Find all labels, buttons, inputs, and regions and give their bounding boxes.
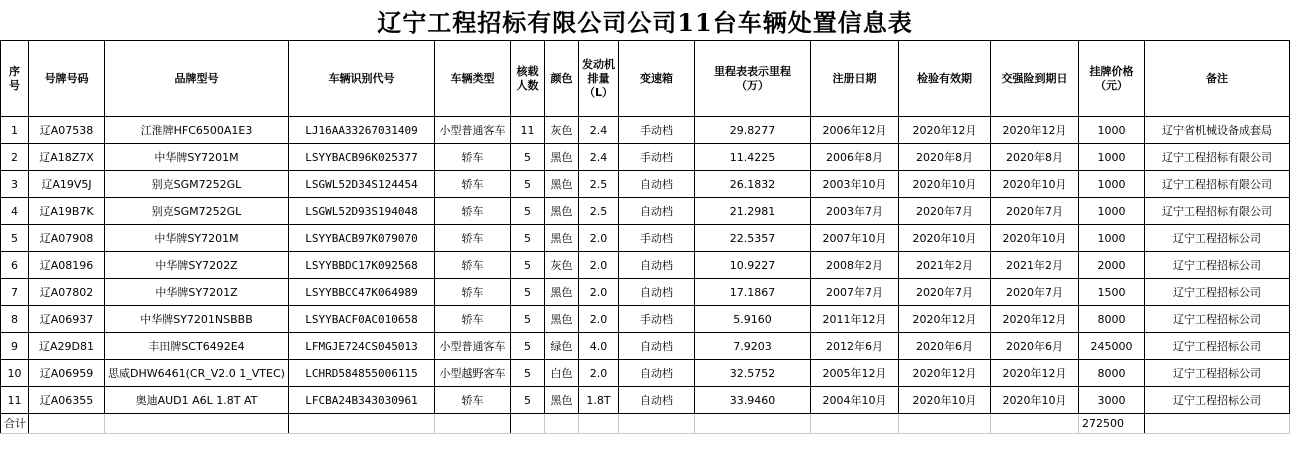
cell-inspection[interactable]: 2020年10月: [899, 171, 991, 198]
header-gearbox[interactable]: 变速箱: [619, 41, 695, 117]
cell-model[interactable]: 别克SGM7252GL: [105, 171, 289, 198]
cell-plate[interactable]: 辽A19B7K: [29, 198, 105, 225]
cell-seq[interactable]: 6: [1, 252, 29, 279]
cell-engine[interactable]: 2.0: [579, 225, 619, 252]
cell-insurance[interactable]: 2020年7月: [991, 198, 1079, 225]
cell-model[interactable]: 中华牌SY7201M: [105, 144, 289, 171]
header-seq[interactable]: 序 号: [1, 41, 29, 117]
cell-engine[interactable]: 2.4: [579, 117, 619, 144]
table-row: [1, 198, 1290, 225]
table-row: [1, 279, 1290, 306]
cell-vin[interactable]: LSYYBACB97K079070: [289, 225, 435, 252]
cell-color[interactable]: 黑色: [545, 279, 579, 306]
cell-inspection[interactable]: 2020年12月: [899, 306, 991, 333]
cell-gearbox[interactable]: 自动档: [619, 360, 695, 387]
cell-vin[interactable]: LSYYBACF0AC010658: [289, 306, 435, 333]
cell-plate[interactable]: 辽A07538: [29, 117, 105, 144]
cell-vin[interactable]: LFCBA24B343030961: [289, 387, 435, 414]
total-label[interactable]: 合计: [1, 414, 29, 434]
total-cell-empty[interactable]: [289, 414, 435, 434]
cell-plate[interactable]: 辽A19V5J: [29, 171, 105, 198]
header-reg-date[interactable]: 注册日期: [811, 41, 899, 117]
cell-seats[interactable]: 5: [511, 360, 545, 387]
cell-mileage[interactable]: 33.9460: [695, 387, 811, 414]
cell-reg-date[interactable]: 2003年7月: [811, 198, 899, 225]
cell-plate[interactable]: 辽A06937: [29, 306, 105, 333]
cell-insurance[interactable]: 2020年10月: [991, 225, 1079, 252]
cell-color[interactable]: 黑色: [545, 198, 579, 225]
cell-color[interactable]: 黑色: [545, 387, 579, 414]
cell-inspection[interactable]: 2021年2月: [899, 252, 991, 279]
cell-reg-date[interactable]: 2004年10月: [811, 387, 899, 414]
cell-gearbox[interactable]: 手动档: [619, 117, 695, 144]
cell-reg-date[interactable]: 2006年12月: [811, 117, 899, 144]
cell-type[interactable]: 小型越野客车: [435, 360, 511, 387]
cell-seq[interactable]: 4: [1, 198, 29, 225]
cell-engine[interactable]: 2.5: [579, 198, 619, 225]
cell-model[interactable]: 丰田牌SCT6492E4: [105, 333, 289, 360]
cell-model[interactable]: 江淮牌HFC6500A1E3: [105, 117, 289, 144]
cell-price[interactable]: 1000: [1079, 171, 1145, 198]
cell-vin[interactable]: LJ16AA33267031409: [289, 117, 435, 144]
sheet-title: 辽宁工程招标有限公司公司11台车辆处置信息表: [377, 7, 913, 37]
header-engine[interactable]: 发动机 排量 （L）: [579, 41, 619, 117]
total-cell-empty[interactable]: [545, 414, 579, 434]
header-row: [1, 41, 1290, 117]
cell-insurance[interactable]: 2020年12月: [991, 306, 1079, 333]
cell-vin[interactable]: LSYYBBCC47K064989: [289, 279, 435, 306]
cell-seats[interactable]: 5: [511, 144, 545, 171]
cell-seats[interactable]: 5: [511, 306, 545, 333]
cell-gearbox[interactable]: 自动档: [619, 279, 695, 306]
cell-seq[interactable]: 8: [1, 306, 29, 333]
cell-remark[interactable]: 辽宁工程招标公司: [1145, 252, 1290, 279]
table-row: [1, 252, 1290, 279]
cell-reg-date[interactable]: 2012年6月: [811, 333, 899, 360]
cell-price[interactable]: 1000: [1079, 144, 1145, 171]
cell-remark[interactable]: 辽宁工程招标公司: [1145, 306, 1290, 333]
cell-type[interactable]: 轿车: [435, 387, 511, 414]
cell-reg-date[interactable]: 2008年2月: [811, 252, 899, 279]
cell-gearbox[interactable]: 自动档: [619, 198, 695, 225]
header-inspection[interactable]: 检验有效期: [899, 41, 991, 117]
cell-insurance[interactable]: 2020年8月: [991, 144, 1079, 171]
header-plate[interactable]: 号牌号码: [29, 41, 105, 117]
cell-insurance[interactable]: 2020年10月: [991, 387, 1079, 414]
cell-price[interactable]: 8000: [1079, 306, 1145, 333]
cell-remark[interactable]: 辽宁工程招标公司: [1145, 360, 1290, 387]
header-insurance[interactable]: 交强险到期日: [991, 41, 1079, 117]
cell-model[interactable]: 别克SGM7252GL: [105, 198, 289, 225]
cell-type[interactable]: 轿车: [435, 252, 511, 279]
cell-gearbox[interactable]: 自动档: [619, 333, 695, 360]
cell-color[interactable]: 黑色: [545, 144, 579, 171]
cell-insurance[interactable]: 2020年12月: [991, 117, 1079, 144]
table-row: [1, 360, 1290, 387]
cell-model[interactable]: 奥迪AUD1 A6L 1.8T AT: [105, 387, 289, 414]
cell-type[interactable]: 轿车: [435, 198, 511, 225]
cell-type[interactable]: 轿车: [435, 225, 511, 252]
cell-mileage[interactable]: 5.9160: [695, 306, 811, 333]
cell-reg-date[interactable]: 2003年10月: [811, 171, 899, 198]
cell-plate[interactable]: 辽A07908: [29, 225, 105, 252]
cell-type[interactable]: 轿车: [435, 279, 511, 306]
cell-seats[interactable]: 5: [511, 225, 545, 252]
cell-gearbox[interactable]: 手动档: [619, 144, 695, 171]
cell-type[interactable]: 小型普通客车: [435, 333, 511, 360]
cell-plate[interactable]: 辽A06355: [29, 387, 105, 414]
cell-price[interactable]: 2000: [1079, 252, 1145, 279]
total-cell-empty[interactable]: [1145, 414, 1290, 434]
header-mileage[interactable]: 里程表表示里程 （万）: [695, 41, 811, 117]
cell-color[interactable]: 黑色: [545, 306, 579, 333]
cell-gearbox[interactable]: 手动档: [619, 306, 695, 333]
cell-seats[interactable]: 5: [511, 387, 545, 414]
total-cell-empty[interactable]: [811, 414, 899, 434]
cell-remark[interactable]: 辽宁工程招标有限公司: [1145, 198, 1290, 225]
table-row: [1, 144, 1290, 171]
cell-gearbox[interactable]: 自动档: [619, 387, 695, 414]
cell-type[interactable]: 小型普通客车: [435, 117, 511, 144]
header-model[interactable]: 品牌型号: [105, 41, 289, 117]
cell-vin[interactable]: LCHRD584855006115: [289, 360, 435, 387]
cell-plate[interactable]: 辽A07802: [29, 279, 105, 306]
cell-color[interactable]: 灰色: [545, 117, 579, 144]
cell-color[interactable]: 绿色: [545, 333, 579, 360]
cell-plate[interactable]: 辽A29D81: [29, 333, 105, 360]
cell-seats[interactable]: 5: [511, 198, 545, 225]
total-cell-empty[interactable]: [899, 414, 991, 434]
cell-mileage[interactable]: 26.1832: [695, 171, 811, 198]
cell-type[interactable]: 轿车: [435, 306, 511, 333]
table-row: [1, 171, 1290, 198]
table-row: [1, 333, 1290, 360]
cell-gearbox[interactable]: 自动档: [619, 171, 695, 198]
cell-model[interactable]: 中华牌SY7201Z: [105, 279, 289, 306]
cell-vin[interactable]: LSYYBACB96K025377: [289, 144, 435, 171]
cell-seq[interactable]: 1: [1, 117, 29, 144]
cell-remark[interactable]: 辽宁省机械设备成套局: [1145, 117, 1290, 144]
cell-engine[interactable]: 4.0: [579, 333, 619, 360]
cell-engine[interactable]: 2.0: [579, 360, 619, 387]
header-color[interactable]: 颜色: [545, 41, 579, 117]
cell-mileage[interactable]: 29.8277: [695, 117, 811, 144]
table-row: [1, 387, 1290, 414]
vehicle-table: [0, 40, 1290, 434]
cell-engine[interactable]: 2.0: [579, 306, 619, 333]
cell-inspection[interactable]: 2020年8月: [899, 144, 991, 171]
table-row: [1, 306, 1290, 333]
cell-price[interactable]: 1500: [1079, 279, 1145, 306]
cell-model[interactable]: 中华牌SY7201M: [105, 225, 289, 252]
cell-vin[interactable]: LSGWL52D93S194048: [289, 198, 435, 225]
cell-price[interactable]: 1000: [1079, 117, 1145, 144]
total-cell-empty[interactable]: [619, 414, 695, 434]
cell-mileage[interactable]: 22.5357: [695, 225, 811, 252]
cell-color[interactable]: 灰色: [545, 252, 579, 279]
cell-engine[interactable]: 2.4: [579, 144, 619, 171]
cell-engine[interactable]: 2.0: [579, 252, 619, 279]
cell-inspection[interactable]: 2020年6月: [899, 333, 991, 360]
cell-insurance[interactable]: 2020年10月: [991, 171, 1079, 198]
cell-remark[interactable]: 辽宁工程招标有限公司: [1145, 171, 1290, 198]
cell-remark[interactable]: 辽宁工程招标有限公司: [1145, 144, 1290, 171]
cell-color[interactable]: 白色: [545, 360, 579, 387]
cell-engine[interactable]: 2.5: [579, 171, 619, 198]
cell-seq[interactable]: 5: [1, 225, 29, 252]
cell-remark[interactable]: 辽宁工程招标公司: [1145, 387, 1290, 414]
cell-seq[interactable]: 10: [1, 360, 29, 387]
cell-seats[interactable]: 5: [511, 171, 545, 198]
cell-vin[interactable]: LSYYBBDC17K092568: [289, 252, 435, 279]
total-cell-empty[interactable]: [105, 414, 289, 434]
cell-inspection[interactable]: 2020年10月: [899, 225, 991, 252]
cell-mileage[interactable]: 10.9227: [695, 252, 811, 279]
cell-seats[interactable]: 5: [511, 279, 545, 306]
cell-inspection[interactable]: 2020年7月: [899, 279, 991, 306]
cell-mileage[interactable]: 11.4225: [695, 144, 811, 171]
cell-inspection[interactable]: 2020年10月: [899, 387, 991, 414]
cell-type[interactable]: 轿车: [435, 171, 511, 198]
cell-insurance[interactable]: 2020年12月: [991, 360, 1079, 387]
cell-type[interactable]: 轿车: [435, 144, 511, 171]
cell-price[interactable]: 8000: [1079, 360, 1145, 387]
cell-seq[interactable]: 7: [1, 279, 29, 306]
cell-plate[interactable]: 辽A06959: [29, 360, 105, 387]
cell-price[interactable]: 3000: [1079, 387, 1145, 414]
cell-mileage[interactable]: 17.1867: [695, 279, 811, 306]
cell-reg-date[interactable]: 2007年10月: [811, 225, 899, 252]
table-row: [1, 225, 1290, 252]
cell-engine[interactable]: 1.8T: [579, 387, 619, 414]
cell-seats[interactable]: 11: [511, 117, 545, 144]
cell-seq[interactable]: 2: [1, 144, 29, 171]
header-type[interactable]: 车辆类型: [435, 41, 511, 117]
header-vin[interactable]: 车辆识别代号: [289, 41, 435, 117]
cell-mileage[interactable]: 32.5752: [695, 360, 811, 387]
cell-color[interactable]: 黑色: [545, 225, 579, 252]
cell-reg-date[interactable]: 2006年8月: [811, 144, 899, 171]
cell-seq[interactable]: 9: [1, 333, 29, 360]
table-body: [1, 117, 1290, 414]
cell-model[interactable]: 中华牌SY7201NSBBB: [105, 306, 289, 333]
cell-insurance[interactable]: 2020年7月: [991, 279, 1079, 306]
cell-inspection[interactable]: 2020年12月: [899, 360, 991, 387]
cell-seats[interactable]: 5: [511, 252, 545, 279]
cell-price[interactable]: 1000: [1079, 225, 1145, 252]
total-cell-empty[interactable]: [991, 414, 1079, 434]
total-cell-empty[interactable]: [511, 414, 545, 434]
cell-seq[interactable]: 3: [1, 171, 29, 198]
cell-insurance[interactable]: 2020年6月: [991, 333, 1079, 360]
cell-remark[interactable]: 辽宁工程招标公司: [1145, 279, 1290, 306]
total-row: [1, 414, 1290, 434]
cell-mileage[interactable]: 21.2981: [695, 198, 811, 225]
header-seats[interactable]: 核载 人数: [511, 41, 545, 117]
cell-engine[interactable]: 2.0: [579, 279, 619, 306]
cell-seq[interactable]: 11: [1, 387, 29, 414]
cell-gearbox[interactable]: 自动档: [619, 252, 695, 279]
cell-reg-date[interactable]: 2011年12月: [811, 306, 899, 333]
cell-plate[interactable]: 辽A08196: [29, 252, 105, 279]
total-cell-empty[interactable]: [579, 414, 619, 434]
table-row: [1, 117, 1290, 144]
cell-model[interactable]: 思威DHW6461(CR_V2.0 1_VTEC): [105, 360, 289, 387]
cell-remark[interactable]: 辽宁工程招标公司: [1145, 225, 1290, 252]
cell-inspection[interactable]: 2020年7月: [899, 198, 991, 225]
cell-vin[interactable]: LSGWL52D34S124454: [289, 171, 435, 198]
total-cell-empty[interactable]: [695, 414, 811, 434]
cell-insurance[interactable]: 2021年2月: [991, 252, 1079, 279]
total-cell-empty[interactable]: [29, 414, 105, 434]
cell-color[interactable]: 黑色: [545, 171, 579, 198]
header-remark[interactable]: 备注: [1145, 41, 1290, 117]
cell-vin[interactable]: LFMGJE724CS045013: [289, 333, 435, 360]
cell-reg-date[interactable]: 2007年7月: [811, 279, 899, 306]
cell-mileage[interactable]: 7.9203: [695, 333, 811, 360]
cell-reg-date[interactable]: 2005年12月: [811, 360, 899, 387]
cell-gearbox[interactable]: 手动档: [619, 225, 695, 252]
total-cell-empty[interactable]: [435, 414, 511, 434]
cell-inspection[interactable]: 2020年12月: [899, 117, 991, 144]
cell-plate[interactable]: 辽A18Z7X: [29, 144, 105, 171]
cell-price[interactable]: 1000: [1079, 198, 1145, 225]
cell-seats[interactable]: 5: [511, 333, 545, 360]
cell-model[interactable]: 中华牌SY7202Z: [105, 252, 289, 279]
cell-remark[interactable]: 辽宁工程招标公司: [1145, 333, 1290, 360]
cell-price[interactable]: 245000: [1079, 333, 1145, 360]
total-price[interactable]: 272500: [1079, 414, 1145, 434]
header-price[interactable]: 挂牌价格 （元）: [1079, 41, 1145, 117]
